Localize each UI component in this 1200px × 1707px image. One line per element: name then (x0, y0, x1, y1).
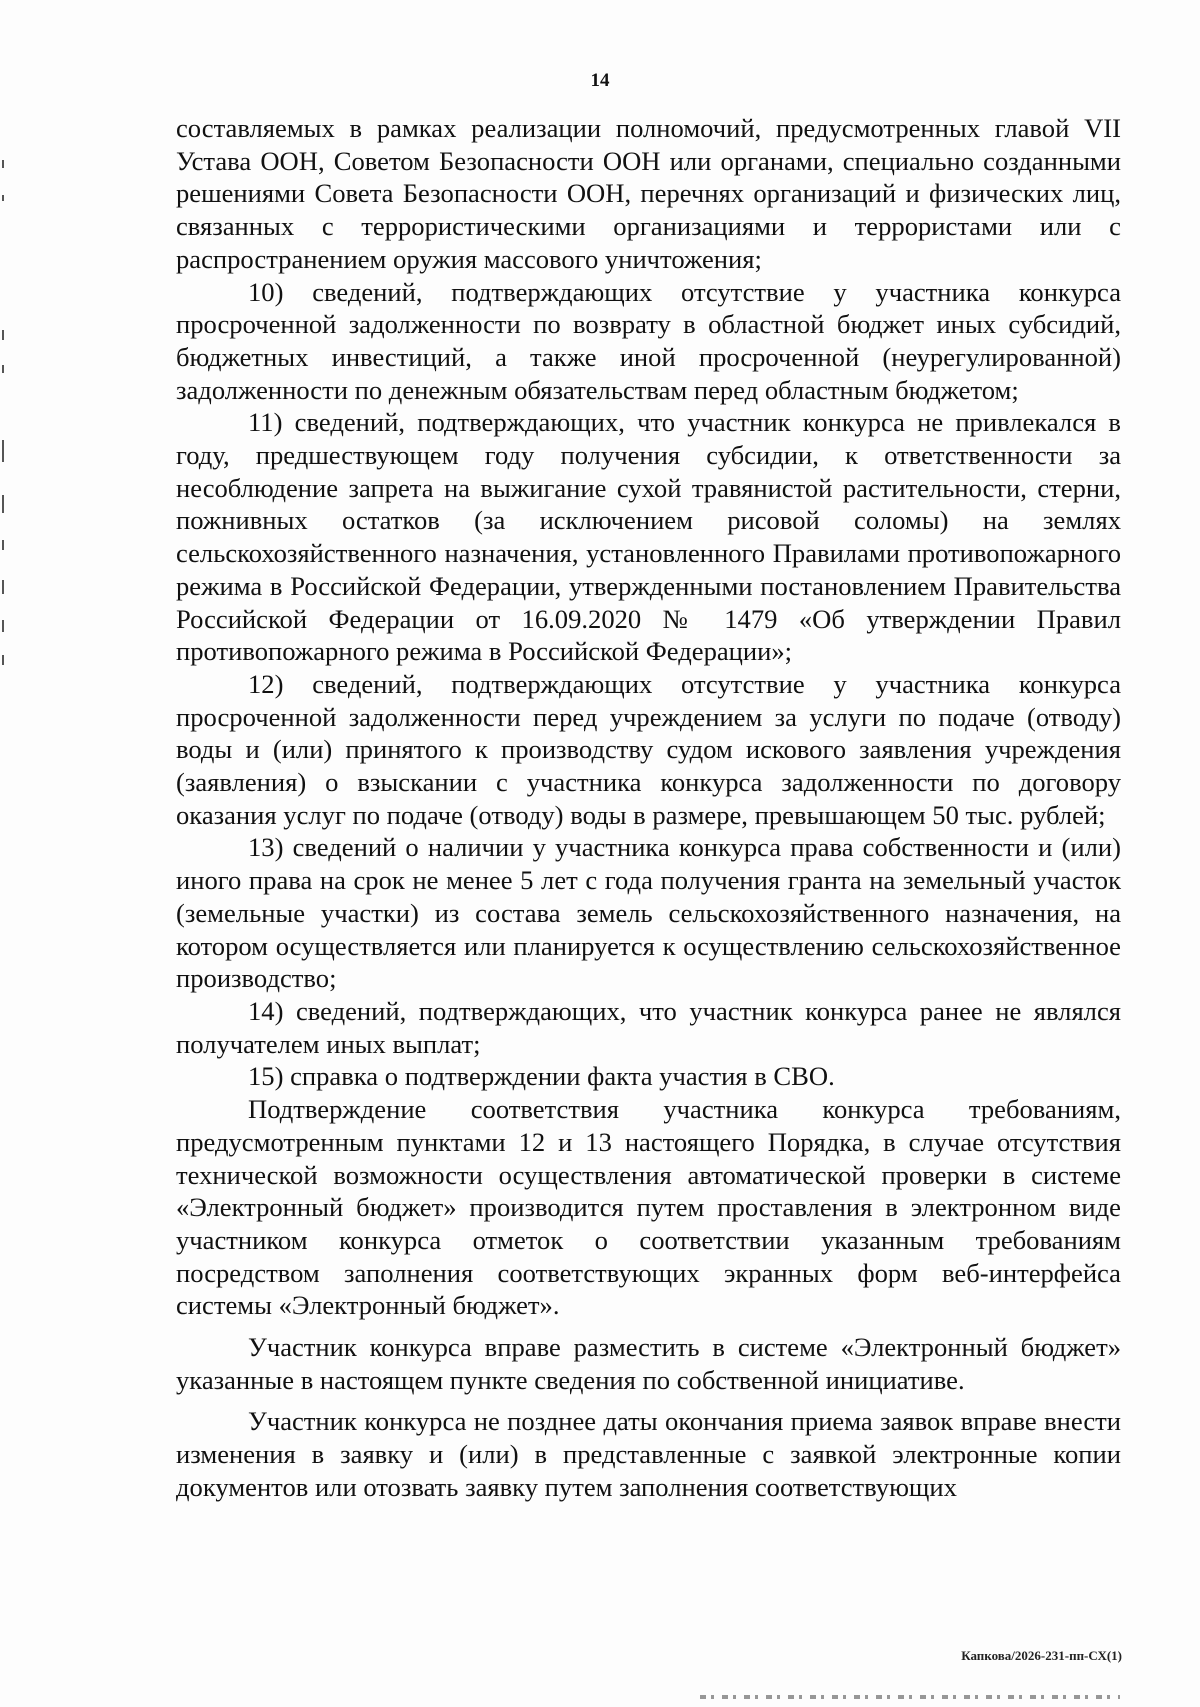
paragraph-initiative: Участник конкурса вправе разместить в системе «Электронный бюджет» указанные в настоящем пункте сведения по собственной инициативе. (176, 1332, 1121, 1395)
scan-mark (2, 160, 4, 168)
scan-mark (2, 440, 4, 462)
scan-mark (2, 330, 4, 340)
scan-mark (2, 195, 4, 201)
document-body (176, 112, 1121, 1504)
scan-noise (700, 1695, 1120, 1699)
paragraph-item-11: 11) сведений, подтверждающих, что участник конкурса не привлекался в году, предшествующем году получения субсидии, к ответственности за несоблюдение запрета на выжигание сухой травянистой растительности, стерни, пожнивных остатков (за исключением рисовой соломы) на землях сельскохозяйственного назначения, установленного Правилами противопожарного режима в Российской Федерации, утвержденными постановлением Правительства Российской Федерации от 16.09.2020 № 1479 «Об утверждении Правил противопожарного режима в Российской Федерации»; (176, 407, 1121, 667)
paragraph-item-10: 10) сведений, подтверждающих отсутствие у участника конкурса просроченной задолженности по возврату в областной бюджет иных субсидий, бюджетных инвестиций, а также иной просроченной (неурегулированной) задолженности по денежным обязательствам перед областным бюджетом; (176, 276, 1121, 405)
document-registration-code: Капкова/2026-231-пп-СХ(1) (961, 1648, 1122, 1663)
scan-mark (2, 540, 4, 550)
paragraph-item-13: 13) сведений о наличии у участника конкурса права собственности и (или) иного права на срок не менее 5 лет с года получения гранта на земельный участок (земельные участки) из состава земель сельскохозяйственного назначения, на котором осуществляется или планируется к осуществлению сельскохозяйственное производство; (176, 832, 1121, 994)
paragraph-item-15: 15) справка о подтверждении факта участия в СВО. (248, 1061, 835, 1092)
paragraph-amendments: Участник конкурса не позднее даты окончания приема заявок вправе внести изменения в заявку и (или) в представленные с заявкой электронные копии документов или отозвать заявку путем заполнения соответствующих (176, 1406, 1121, 1502)
paragraph-item-12: 12) сведений, подтверждающих отсутствие у участника конкурса просроченной задолженности перед учреждением за услуги по подаче (отводу) воды и (или) принятого к производству судом искового заявления учреждения (заявления) о взыскании с участника конкурса задолженности по договору оказания услуг по подаче (отводу) воды в размере, превышающем 50 тыс. рублей; (176, 668, 1121, 830)
paragraph-confirmation: Подтверждение соответствия участника конкурса требованиям, предусмотренным пунктами 12 и 13 настоящего Порядка, в случае отсутствия технической возможности осуществления автоматической проверки в системе «Электронный бюджет» производится путем проставления в электронном виде участником конкурса отметок о соответствии указанным требованиям посредством заполнения соответствующих экранных форм веб-интерфейса системы «Электронный бюджет». (176, 1094, 1121, 1321)
paragraph-item-14: 14) сведений, подтверждающих, что участник конкурса ранее не являлся получателем иных выплат; (176, 995, 1121, 1059)
scan-mark (2, 495, 4, 513)
paragraph-continuation: составляемых в рамках реализации полномочий, предусмотренных главой VII Устава ООН, Советом Безопасности ООН или органами, специально созданными решениями Совета Безопасности ООН, перечнях организаций и физических лиц, связанных с террористическими организациями и террористами или с распространением оружия массового уничтожения; (176, 113, 1121, 274)
scan-mark (2, 655, 4, 665)
scan-mark (2, 580, 4, 594)
page-number: 14 (590, 70, 610, 91)
scan-mark (2, 365, 4, 373)
scan-mark (2, 620, 4, 632)
